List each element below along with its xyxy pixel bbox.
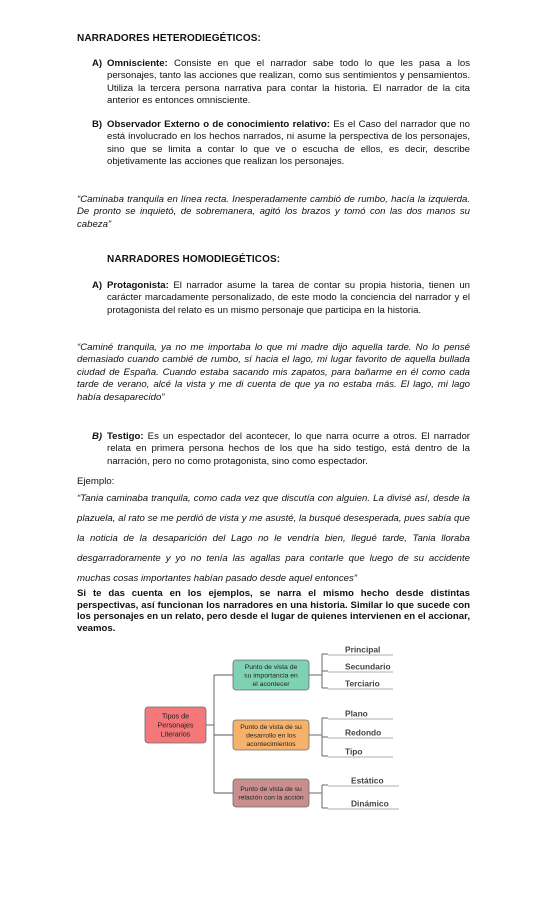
- quote-heterodiegetico: “Caminaba tranquila en línea recta. Inesperadamente cambió de rumbo, hacía la izquierda. De pronto se inquietó, de sobremanera, agitó los brazos y tomó con las dos manos su cabeza”: [77, 194, 470, 230]
- list-item-observador: [92, 119, 470, 169]
- root-node-label: Personajes: [157, 720, 194, 730]
- branch-node-label: Punto de vista de su: [240, 723, 302, 731]
- personajes-diagram: [0, 640, 546, 820]
- branch-node-label: su importancia en: [244, 672, 298, 680]
- leaf-label: Principal: [345, 644, 381, 655]
- definition-protagonista: El narrador asume la tarea de contar su propia historia, tienen un carácter marcadamente personalizado, de este modo la conciencia del narrador y el protagonista del relato es un mismo personaje que participa en la historia.: [107, 280, 471, 316]
- branch-node: [233, 720, 309, 750]
- definition-omnisciente: Consiste en que el narrador sabe todo lo que les pasa a los personajes, tanto las acciones que realizan, como sus sentimientos y pensamientos. Utiliza la tercera persona narrativa para contar la historia. El narrador de la cita anterior es entonces omnisciente.: [107, 58, 470, 107]
- list-item-protagonista: [92, 280, 470, 317]
- diagram-nodes: [145, 645, 391, 809]
- summary-paragraph: Si te das cuenta en los ejemplos, se narra el mismo hecho desde distintas perspectivas, así funcionan los narradores en una historia. Similar lo que sucede con los personajes en un relato, pero desde el lugar de quienes intervienen en el accionar, veamos.: [77, 588, 470, 634]
- leaf-label: Tipo: [345, 746, 363, 757]
- branch-node-label: acontecimientos: [246, 740, 296, 748]
- list-marker: B): [92, 119, 103, 130]
- list-item-testigo: [92, 431, 470, 468]
- branch-node: [233, 779, 309, 807]
- example-label: Ejemplo:: [77, 476, 115, 487]
- list-marker: B): [92, 431, 103, 442]
- root-node: [145, 707, 206, 743]
- term-observador: Observador Externo o de conocimiento relativo:: [107, 119, 330, 130]
- branch-node-label: relación con la acción: [238, 794, 304, 802]
- leaf-label: Secundario: [345, 661, 391, 672]
- quote-protagonista: “Caminé tranquila, ya no me importaba lo que mi madre dijo aquella tarde. No lo pensé demasiado cuando cambié de rumbo, sí hacia el lago, mi lugar favorito de aquella bullada ciudad de España. Cuando estaba sacando mis zapatos, para bañarme en él como cada tarde de verano, alcé la vista y me di cuenta de que ya no estaba más. El lago, mi lago había desaparecido”: [77, 342, 470, 403]
- leaf-label: Estático: [351, 775, 384, 786]
- leaf-label: Plano: [345, 708, 368, 719]
- branch-node-label: el acontecer: [252, 680, 290, 688]
- branch-node: [233, 660, 309, 690]
- list-item-omnisciente: [92, 58, 470, 108]
- heading-heterodiegeticos: NARRADORES HETERODIEGÉTICOS:: [77, 33, 261, 44]
- term-protagonista: Protagonista:: [107, 280, 169, 291]
- leaf-label: Terciario: [345, 678, 380, 689]
- branch-node-label: Punto de vista de su: [240, 786, 302, 794]
- term-testigo: Testigo:: [107, 431, 144, 442]
- definition-testigo: Es un espectador del acontecer, lo que narra ocurre a otros. El narrador relata en primera persona hechos de los que ha sido testigo, está dentro de la narración, pero no como protagonista, sino como espectador.: [107, 431, 470, 467]
- quote-testigo: “Tania caminaba tranquila, como cada vez que discutía con alguien. La divisé así, desde la plazuela, al rato se me perdió de vista y me asusté, la busqué desesperada, pues sabía que la noticia de la desaparición del Lago no le vendría bien, llegué tarde, Tania lloraba desgarradoramente y yo no tenía las agallas para contarle que luego de su accidente muchas cosas importantes habían pasado desde aquel entonces”: [77, 493, 470, 584]
- root-node-label: Tipos de: [161, 711, 190, 721]
- definition-observador: Es el Caso del narrador que no está involucrado en los hechos narrados, ni asume la perspectiva de los personajes, sino que se limita a contar lo que ve o escucha de ellos, es decir, describe objetivamente las acciones que realizan los personajes.: [107, 119, 471, 168]
- branch-node-label: desarrollo en los: [246, 732, 296, 740]
- branch-node-label: Punto de vista de: [244, 663, 298, 671]
- heading-homodiegeticos: NARRADORES HOMODIEGÉTICOS:: [107, 254, 281, 265]
- leaf-label: Redondo: [345, 727, 382, 738]
- list-marker: A): [92, 280, 103, 291]
- leaf-label: Dinámico: [351, 798, 389, 809]
- root-node-label: Literarios: [160, 729, 191, 739]
- term-omnisciente: Omnisciente:: [107, 58, 168, 69]
- list-marker: A): [92, 58, 103, 69]
